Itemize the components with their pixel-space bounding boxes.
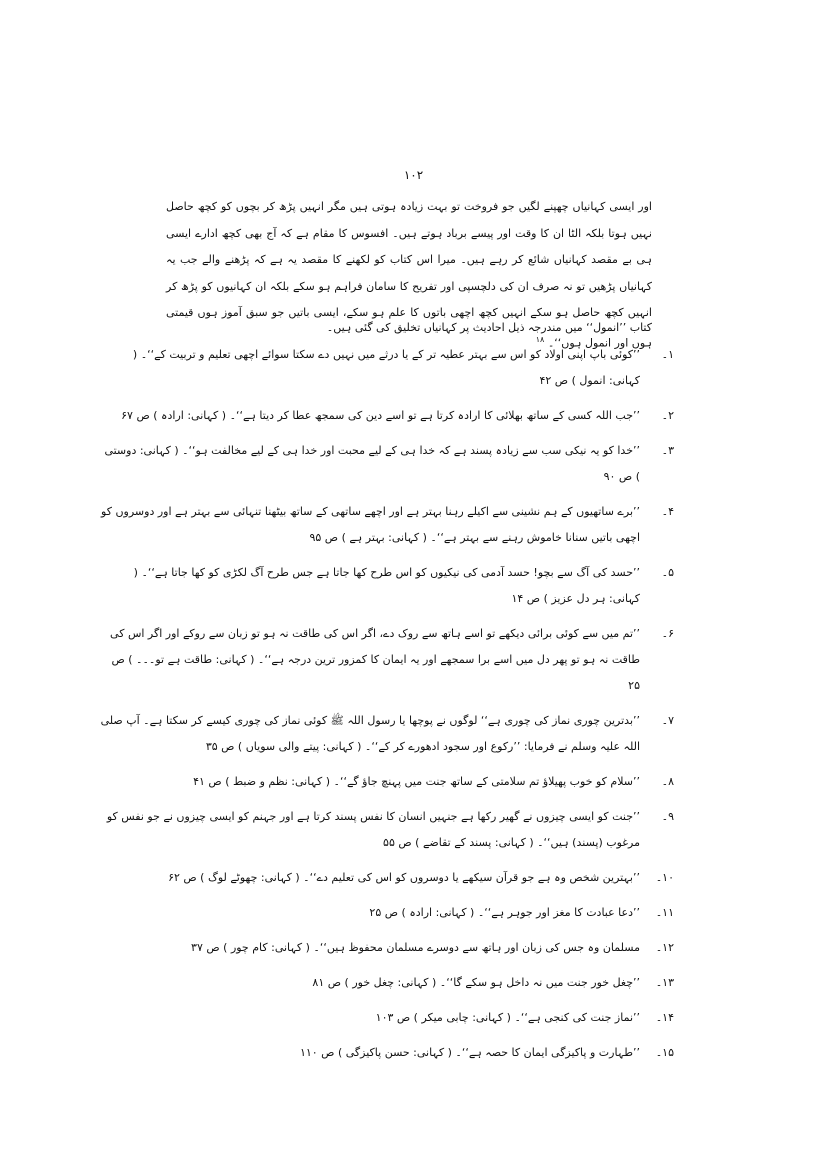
hadith-item [100, 438, 674, 490]
hadith-text: ’’سلام کو خوب پھیلاؤ تم سلامتی کے ساتھ جنت میں پہنچ جاؤ گے‘‘۔ ( کہانی: نظم و ضبط ) ص ۴۱ [193, 775, 640, 788]
hadith-text: ’’بدترین چوری نماز کی چوری ہے‘‘ لوگوں نے پوچھا یا رسول اللہ ﷺ کوئی نماز کی چوری کیسے کر سکتا ہے۔ آپ صلی اللہ علیہ وسلم نے فرمایا: ’’رکوع اور سجود ادھورے کر کے‘‘۔ ( کہانی: پیتے والی سویاں ) ص ۳۵ [100, 714, 640, 753]
hadith-text: ’’چغل خور جنت میں نہ داخل ہو سکے گا‘‘۔ ( کہانی: چغل خور ) ص ۸۱ [312, 976, 640, 989]
hadith-text: ’’کوئی باپ اپنی اولاد کو اس سے بہتر عطیہ تر کے یا درثے میں نہیں دے سکتا سوائے اچھی تعلیم و تربیت کے‘‘۔ ( کہانی: انمول ) ص ۴۲ [132, 348, 640, 387]
hadith-text: ’’حسد کی آگ سے بچو! حسد آدمی کی نیکیوں کو اس طرح کھا جاتا ہے جس طرح آگ لکڑی کو کھا جاتا ہے‘‘۔ ( کہانی: ہر دل عزیز ) ص ۱۴ [133, 566, 640, 605]
hadith-text: ’’تم میں سے کوئی برائی دیکھے تو اسے ہاتھ سے روک دے، اگر اس کی طاقت نہ ہو تو زبان سے روکے اور اگر اس کی طاقت نہ ہو تو پھر دل میں اسے برا سمجھے اور یہ ایمان کا کمزور ترین درجہ ہے‘‘۔ ( کہانی: طاقت ہے تو۔۔۔ ) ص ۲۵ [110, 627, 640, 692]
hadith-item [100, 970, 674, 996]
hadith-text: ’’دعا عبادت کا مغز اور جوہر ہے‘‘۔ ( کہانی: ارادہ ) ص ۲۵ [369, 906, 640, 919]
hadith-number: ۴۔ [661, 505, 674, 518]
hadith-text: ’’برے ساتھیوں کے ہم نشینی سے اکیلے رہنا بہتر ہے اور اچھے ساتھی کے ساتھ بیٹھنا تنہائی سے بہتر ہے اور دوسروں کو اچھی باتیں سنانا خاموش رہنے سے بہتر ہے‘‘۔ ( کہانی: بہتر ہے ) ص ۹۵ [101, 505, 640, 544]
hadith-number: ۱۴۔ [655, 1011, 674, 1024]
hadith-item [100, 499, 674, 551]
hadith-text: مسلمان وہ جس کی زبان اور ہاتھ سے دوسرے مسلمان محفوظ ہیں‘‘۔ ( کہانی: کام چور ) ص ۳۷ [191, 941, 640, 954]
hadith-number: ۱۔ [661, 348, 674, 361]
hadith-number: ۲۔ [661, 409, 674, 422]
hadith-text: ’’طہارت و پاکیزگی ایمان کا حصہ ہے‘‘۔ ( کہانی: حسن پاکیزگی ) ص ۱۱۰ [299, 1046, 640, 1059]
hadith-item [100, 865, 674, 891]
footnote-marker: ۱۸ [535, 334, 545, 344]
hadith-number: ۵۔ [661, 566, 674, 579]
hadith-item [100, 1005, 674, 1031]
hadith-number: ۷۔ [661, 714, 674, 727]
hadith-text: ’’نماز جنت کی کنجی ہے‘‘۔ ( کہانی: چابی میکر ) ص ۱۰۳ [375, 1011, 640, 1024]
hadith-item [100, 403, 674, 429]
hadith-number: ۶۔ [661, 627, 674, 640]
hadith-item [100, 804, 674, 856]
hadith-number: ۱۱۔ [655, 906, 674, 919]
hadith-list [100, 342, 674, 1075]
hadith-item [100, 769, 674, 795]
hadith-number: ۹۔ [661, 810, 674, 823]
hadith-number: ۱۲۔ [655, 941, 674, 954]
hadith-item [100, 708, 674, 760]
hadith-number: ۱۳۔ [655, 976, 674, 989]
hadith-item [100, 900, 674, 926]
hadith-item [100, 560, 674, 612]
hadith-item [100, 621, 674, 699]
hadith-number: ۸۔ [661, 775, 674, 788]
hadith-item [100, 1040, 674, 1066]
hadith-number: ۱۰۔ [655, 871, 674, 884]
hadith-text: ’’بہترین شخص وہ ہے جو قرآن سیکھے یا دوسروں کو اس کی تعلیم دے‘‘۔ ( کہانی: چھوٹے لوگ ) ص ۶۲ [168, 871, 640, 884]
hadith-text: ’’خدا کو یہ نیکی سب سے زیادہ پسند ہے کہ خدا ہی کے لیے محبت اور خدا ہی کے لیے مخالفت ہو‘‘۔ ( کہانی: دوستی ) ص ۹۰ [104, 444, 640, 483]
intro-text: اور ایسی کہانیاں چھپنے لگیں جو فروخت تو بہت زیادہ ہوتی ہیں مگر انہیں پڑھ کر بچوں کو کچھ حاصل نہیں ہوتا بلکہ الٹا ان کا وقت اور پیسے برباد ہوتے ہیں۔ افسوس کا مقام ہے کہ آج بھی کچھ ادارے ایسی ہی بے مقصد کہانیاں شائع کر رہے ہیں۔ میرا اس کتاب کو لکھنے کا مقصد یہ ہے کہ پڑھنے والے جب یہ کہانیاں پڑھیں تو نہ صرف ان کی دلچسپی اور تفریح کا سامان فراہم ہو سکے بلکہ ان کہانیوں کو پڑھ کر انہیں کچھ حاصل ہو سکے انہیں کچھ اچھی باتوں کا علم ہو سکے، ایسی باتیں جو سبق آموز ہوں قیمتی ہوں اور انمول ہوں‘‘۔ [166, 200, 652, 350]
hadith-list-lead: کتاب ’’انمول‘‘ میں مندرجہ ذیل احادیث پر کہانیاں تخلیق کی گئی ہیں۔ [326, 321, 652, 334]
hadith-text: ’’جنت کو ایسی چیزوں نے گھیر رکھا ہے جنہیں انسان کا نفس پسند کرتا ہے اور جہنم کو ایسی چیزوں نے جو نفس کو مرغوب (پسند) ہیں‘‘۔ ( کہانی: پسند کے تقاضے ) ص ۵۵ [106, 810, 640, 849]
hadith-text: ’’جب اللہ کسی کے ساتھ بھلائی کا ارادہ کرتا ہے تو اسے دین کی سمجھ عطا کر دیتا ہے‘‘۔ ( کہانی: ارادہ ) ص ۶۷ [121, 409, 640, 422]
hadith-number: ۱۵۔ [655, 1046, 674, 1059]
hadith-item [100, 342, 674, 394]
hadith-number: ۳۔ [661, 444, 674, 457]
hadith-item [100, 935, 674, 961]
page-number: ۱۰۲ [403, 168, 424, 182]
